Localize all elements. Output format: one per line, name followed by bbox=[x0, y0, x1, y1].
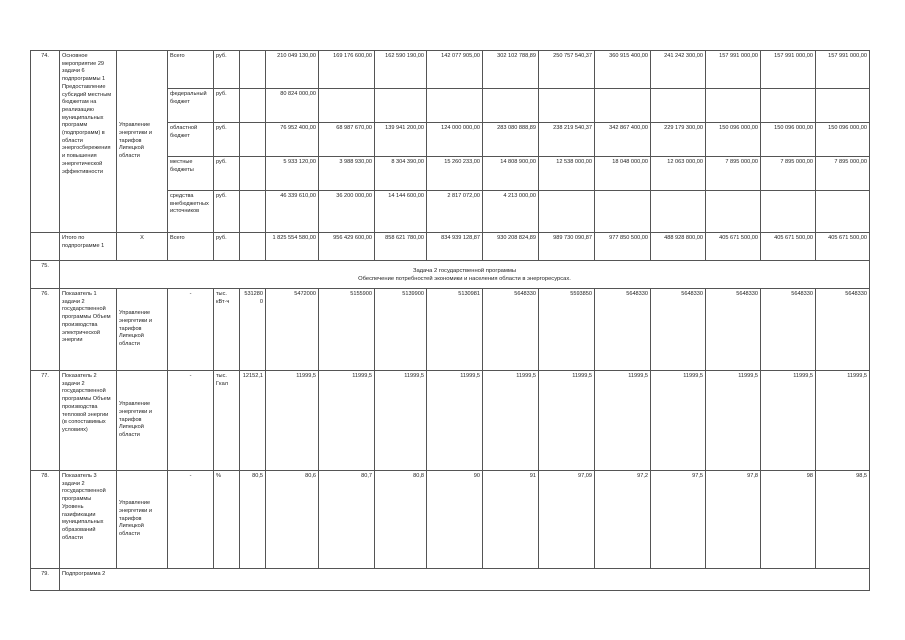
value-cell: 5648330 bbox=[761, 289, 816, 371]
program-table bbox=[30, 50, 870, 591]
unit-cell: руб. bbox=[214, 123, 240, 157]
row-number: 76. bbox=[31, 289, 60, 371]
source-cell: - bbox=[168, 289, 214, 371]
value-cell: 90 bbox=[427, 471, 483, 569]
table-row bbox=[31, 51, 870, 89]
source-cell: - bbox=[168, 371, 214, 471]
task-title: Задача 2 государственной программы bbox=[412, 267, 517, 274]
value-cell: 5648330 bbox=[816, 289, 870, 371]
value-cell: 11999,5 bbox=[319, 371, 375, 471]
executor-cell: Управление энергетики и тарифов Липецкой области bbox=[117, 371, 168, 471]
value-cell: 834 939 128,87 bbox=[427, 233, 483, 261]
source-cell: местные бюджеты bbox=[168, 157, 214, 191]
value-cell: 5648330 bbox=[595, 289, 651, 371]
value-cell bbox=[319, 89, 375, 123]
executor-cell: Х bbox=[117, 233, 168, 261]
value-cell: 76 952 400,00 bbox=[266, 123, 319, 157]
value-cell bbox=[240, 51, 266, 89]
value-cell: 98,5 bbox=[816, 471, 870, 569]
value-cell: 238 219 540,37 bbox=[539, 123, 595, 157]
value-cell: 7 895 000,00 bbox=[761, 157, 816, 191]
value-cell: 241 242 300,00 bbox=[651, 51, 706, 89]
value-cell: 14 808 900,00 bbox=[483, 157, 539, 191]
row-number: 79. bbox=[31, 569, 60, 591]
value-cell: 229 179 300,00 bbox=[651, 123, 706, 157]
task-description: Обеспечение потребностей экономики и населения области в энергоресурсах. bbox=[358, 275, 571, 282]
value-cell bbox=[483, 89, 539, 123]
source-cell: областной бюджет bbox=[168, 123, 214, 157]
value-cell: 68 987 670,00 bbox=[319, 123, 375, 157]
value-cell: 11999,5 bbox=[706, 371, 761, 471]
value-cell: 5648330 bbox=[651, 289, 706, 371]
value-cell: 210 049 130,00 bbox=[266, 51, 319, 89]
value-cell: 157 991 000,00 bbox=[761, 51, 816, 89]
unit-cell: % bbox=[214, 471, 240, 569]
value-cell: 5312800 bbox=[240, 289, 266, 371]
value-cell: 18 048 000,00 bbox=[595, 157, 651, 191]
value-cell bbox=[240, 89, 266, 123]
value-cell bbox=[706, 89, 761, 123]
value-cell: 91 bbox=[483, 471, 539, 569]
value-cell: 5130981 bbox=[427, 289, 483, 371]
value-cell: 5155900 bbox=[319, 289, 375, 371]
value-cell: 405 671 500,00 bbox=[761, 233, 816, 261]
row-number: 74. bbox=[31, 51, 60, 233]
value-cell: 97,8 bbox=[706, 471, 761, 569]
value-cell: 97,5 bbox=[651, 471, 706, 569]
value-cell bbox=[761, 191, 816, 233]
unit-cell: руб. bbox=[214, 89, 240, 123]
value-cell: 11999,5 bbox=[816, 371, 870, 471]
executor-cell: Управление энергетики и тарифов Липецкой области bbox=[117, 51, 168, 233]
value-cell: 858 621 780,00 bbox=[375, 233, 427, 261]
value-cell bbox=[816, 191, 870, 233]
value-cell: 80,8 bbox=[375, 471, 427, 569]
value-cell: 157 991 000,00 bbox=[706, 51, 761, 89]
value-cell: 80,6 bbox=[266, 471, 319, 569]
value-cell bbox=[240, 157, 266, 191]
value-cell: 283 080 888,89 bbox=[483, 123, 539, 157]
row-number: 75. bbox=[31, 261, 60, 289]
value-cell: 124 000 000,00 bbox=[427, 123, 483, 157]
value-cell: 302 102 788,89 bbox=[483, 51, 539, 89]
value-cell: 150 096 000,00 bbox=[816, 123, 870, 157]
source-cell: - bbox=[168, 471, 214, 569]
value-cell: 5472000 bbox=[266, 289, 319, 371]
value-cell: 2 817 072,00 bbox=[427, 191, 483, 233]
table-row bbox=[31, 569, 870, 591]
value-cell: 1 825 554 580,00 bbox=[266, 233, 319, 261]
value-cell: 7 895 000,00 bbox=[816, 157, 870, 191]
value-cell bbox=[651, 89, 706, 123]
value-cell: 12152,1 bbox=[240, 371, 266, 471]
row-name: Показатель 3 задачи 2 государственной программы Уровень газификации муниципальных образований области bbox=[60, 471, 117, 569]
table-row bbox=[31, 233, 870, 261]
value-cell bbox=[375, 89, 427, 123]
value-cell bbox=[761, 89, 816, 123]
value-cell: 11999,5 bbox=[427, 371, 483, 471]
source-cell: Всего bbox=[168, 233, 214, 261]
unit-cell: руб. bbox=[214, 51, 240, 89]
value-cell: 150 096 000,00 bbox=[706, 123, 761, 157]
value-cell: 5648330 bbox=[483, 289, 539, 371]
row-name: Итого по подпрограмме 1 bbox=[60, 233, 117, 261]
source-cell: федеральный бюджет bbox=[168, 89, 214, 123]
table-row bbox=[31, 471, 870, 569]
value-cell: 11999,5 bbox=[761, 371, 816, 471]
value-cell: 97,2 bbox=[595, 471, 651, 569]
value-cell: 46 339 610,00 bbox=[266, 191, 319, 233]
value-cell bbox=[539, 191, 595, 233]
value-cell: 360 915 400,00 bbox=[595, 51, 651, 89]
value-cell: 5 933 120,00 bbox=[266, 157, 319, 191]
value-cell bbox=[595, 191, 651, 233]
value-cell: 14 144 600,00 bbox=[375, 191, 427, 233]
value-cell: 11999,5 bbox=[375, 371, 427, 471]
value-cell: 956 429 600,00 bbox=[319, 233, 375, 261]
row-number bbox=[31, 233, 60, 261]
value-cell bbox=[427, 89, 483, 123]
value-cell bbox=[240, 233, 266, 261]
value-cell bbox=[539, 89, 595, 123]
unit-cell: тыс. Гкал bbox=[214, 371, 240, 471]
source-cell: Всего bbox=[168, 51, 214, 89]
value-cell: 488 928 800,00 bbox=[651, 233, 706, 261]
value-cell: 930 208 824,89 bbox=[483, 233, 539, 261]
value-cell bbox=[706, 191, 761, 233]
value-cell: 15 260 233,00 bbox=[427, 157, 483, 191]
value-cell: 3 988 930,00 bbox=[319, 157, 375, 191]
value-cell: 157 991 000,00 bbox=[816, 51, 870, 89]
row-name: Подпрограмма 2 bbox=[60, 569, 870, 591]
value-cell: 989 730 090,87 bbox=[539, 233, 595, 261]
value-cell: 11999,5 bbox=[539, 371, 595, 471]
value-cell: 11999,5 bbox=[651, 371, 706, 471]
value-cell: 11999,5 bbox=[483, 371, 539, 471]
value-cell: 80,5 bbox=[240, 471, 266, 569]
value-cell bbox=[240, 191, 266, 233]
table-row bbox=[31, 371, 870, 471]
value-cell: 342 867 400,00 bbox=[595, 123, 651, 157]
value-cell: 162 590 190,00 bbox=[375, 51, 427, 89]
row-number: 78. bbox=[31, 471, 60, 569]
value-cell: 12 063 000,00 bbox=[651, 157, 706, 191]
value-cell: 80 824 000,00 bbox=[266, 89, 319, 123]
value-cell bbox=[651, 191, 706, 233]
value-cell: 150 096 000,00 bbox=[761, 123, 816, 157]
task-header bbox=[60, 261, 870, 289]
value-cell: 139 941 200,00 bbox=[375, 123, 427, 157]
value-cell: 98 bbox=[761, 471, 816, 569]
value-cell: 250 757 540,37 bbox=[539, 51, 595, 89]
value-cell: 11999,5 bbox=[266, 371, 319, 471]
value-cell: 7 895 000,00 bbox=[706, 157, 761, 191]
value-cell: 405 671 500,00 bbox=[816, 233, 870, 261]
value-cell: 97,09 bbox=[539, 471, 595, 569]
value-cell: 405 671 500,00 bbox=[706, 233, 761, 261]
row-name: Показатель 1 задачи 2 государственной программы Объем производства электрической энергии bbox=[60, 289, 117, 371]
unit-cell: руб. bbox=[214, 233, 240, 261]
value-cell: 80,7 bbox=[319, 471, 375, 569]
row-name: Показатель 2 задачи 2 государственной программы Объем производства тепловой энергии (в сопоставимых условиях) bbox=[60, 371, 117, 471]
value-cell: 11999,5 bbox=[595, 371, 651, 471]
row-name: Основное мероприятие 29 задачи 6 подпрограммы 1 Предоставление субсидий местным бюджетам на реализацию муниципальных программ (подпрограмм) в области энергосбережения и повышения энергетической эффективности bbox=[60, 51, 117, 233]
value-cell: 8 304 390,00 bbox=[375, 157, 427, 191]
value-cell: 36 200 000,00 bbox=[319, 191, 375, 233]
source-cell: средства внебюджетных источников bbox=[168, 191, 214, 233]
value-cell: 169 176 600,00 bbox=[319, 51, 375, 89]
table-row bbox=[31, 289, 870, 371]
value-cell: 977 850 500,00 bbox=[595, 233, 651, 261]
value-cell: 5593850 bbox=[539, 289, 595, 371]
unit-cell: тыс. кВт·ч bbox=[214, 289, 240, 371]
value-cell: 4 213 000,00 bbox=[483, 191, 539, 233]
executor-cell: Управление энергетики и тарифов Липецкой области bbox=[117, 471, 168, 569]
row-number: 77. bbox=[31, 371, 60, 471]
value-cell: 12 538 000,00 bbox=[539, 157, 595, 191]
unit-cell: руб. bbox=[214, 157, 240, 191]
value-cell: 5139900 bbox=[375, 289, 427, 371]
table-row bbox=[31, 261, 870, 289]
executor-cell: Управление энергетики и тарифов Липецкой области bbox=[117, 289, 168, 371]
unit-cell: руб. bbox=[214, 191, 240, 233]
value-cell bbox=[816, 89, 870, 123]
value-cell bbox=[595, 89, 651, 123]
value-cell: 5648330 bbox=[706, 289, 761, 371]
value-cell bbox=[240, 123, 266, 157]
value-cell: 142 077 905,00 bbox=[427, 51, 483, 89]
